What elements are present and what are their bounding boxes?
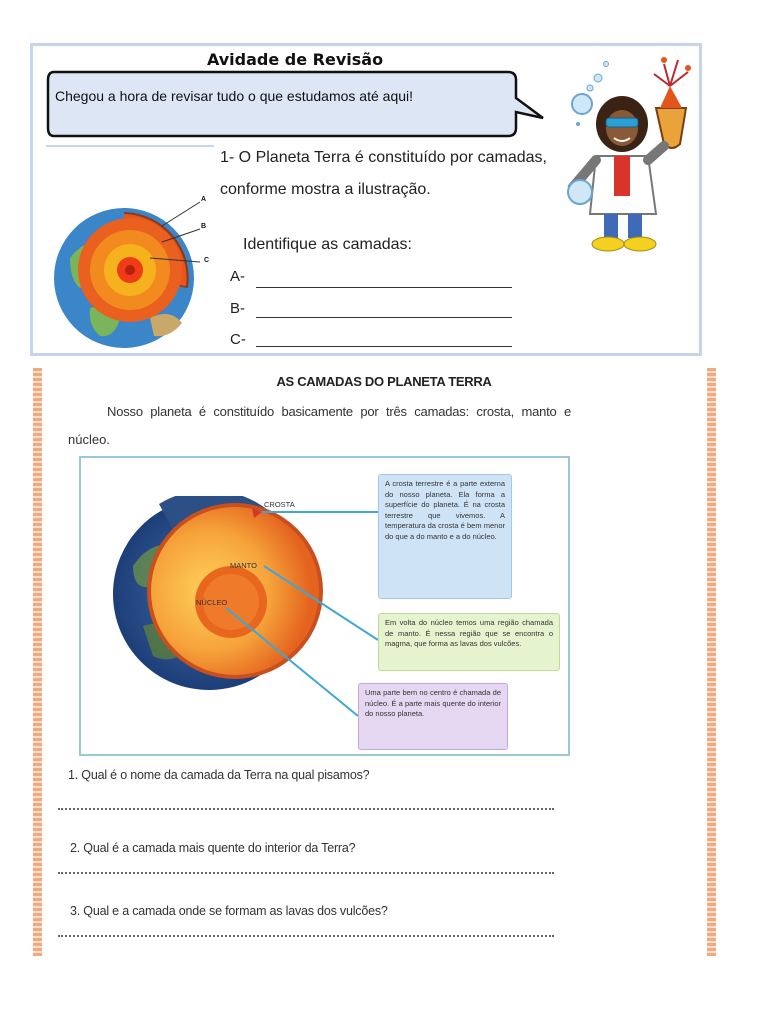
question-3: 3. Qual e a camada onde se formam as lavas dos vulcões? [70, 904, 388, 918]
question-1-line-1: 1- O Planeta Terra é constituído por camadas, [220, 149, 547, 166]
crosta-pointer-icon [252, 508, 262, 518]
label-crosta: CROSTA [264, 500, 295, 509]
layer-label-a: A [201, 196, 207, 203]
label-nucleo: NÚCLEO [196, 598, 228, 607]
question-2: 2. Qual é a camada mais quente do interior da Terra? [70, 841, 356, 855]
identify-instruction: Identifique as camadas: [243, 236, 412, 253]
blank-label-b: B- [230, 300, 245, 317]
info-box-manto: Em volta do núcleo temos uma região chamada de manto. É nessa região que se encontra o magma, que forma as lavas dos vulcões. [378, 613, 560, 671]
label-manto: MANTO [230, 561, 257, 570]
blank-label-c: C- [230, 331, 246, 348]
info-box-crosta: A crosta terrestre é a parte externa do nosso planeta. Ela forma a superfície do planeta. É na crosta terrestre que vivemos. A temperatura da crosta é bem menor do que a do manto e a do núcleo. [378, 474, 512, 599]
page-title: Avidade de Revisão [206, 50, 384, 69]
blank-label-a: A- [230, 268, 245, 285]
intro-text-line-2: núcleo. [68, 432, 110, 447]
answer-line-2[interactable] [58, 872, 554, 874]
speech-bubble-text: Chegou a hora de revisar tudo o que estudamos até aqui! [55, 88, 414, 104]
answer-line-1[interactable] [58, 808, 554, 810]
question-1: 1. Qual é o nome da camada da Terra na qual pisamos? [68, 768, 370, 782]
question-1-line-2: conforme mostra a ilustração. [220, 181, 431, 198]
lesson-title: AS CAMADAS DO PLANETA TERRA [276, 374, 492, 389]
info-box-nucleo: Uma parte bem no centro é chamada de núcleo. É a parte mais quente do interior do nosso planeta. [358, 683, 508, 750]
intro-text-line-1: Nosso planeta é constituído basicamente por três camadas: crosta, manto e [107, 404, 572, 419]
layer-label-c: C [204, 257, 210, 264]
layer-label-b: B [201, 223, 207, 230]
answer-line-3[interactable] [58, 935, 554, 937]
